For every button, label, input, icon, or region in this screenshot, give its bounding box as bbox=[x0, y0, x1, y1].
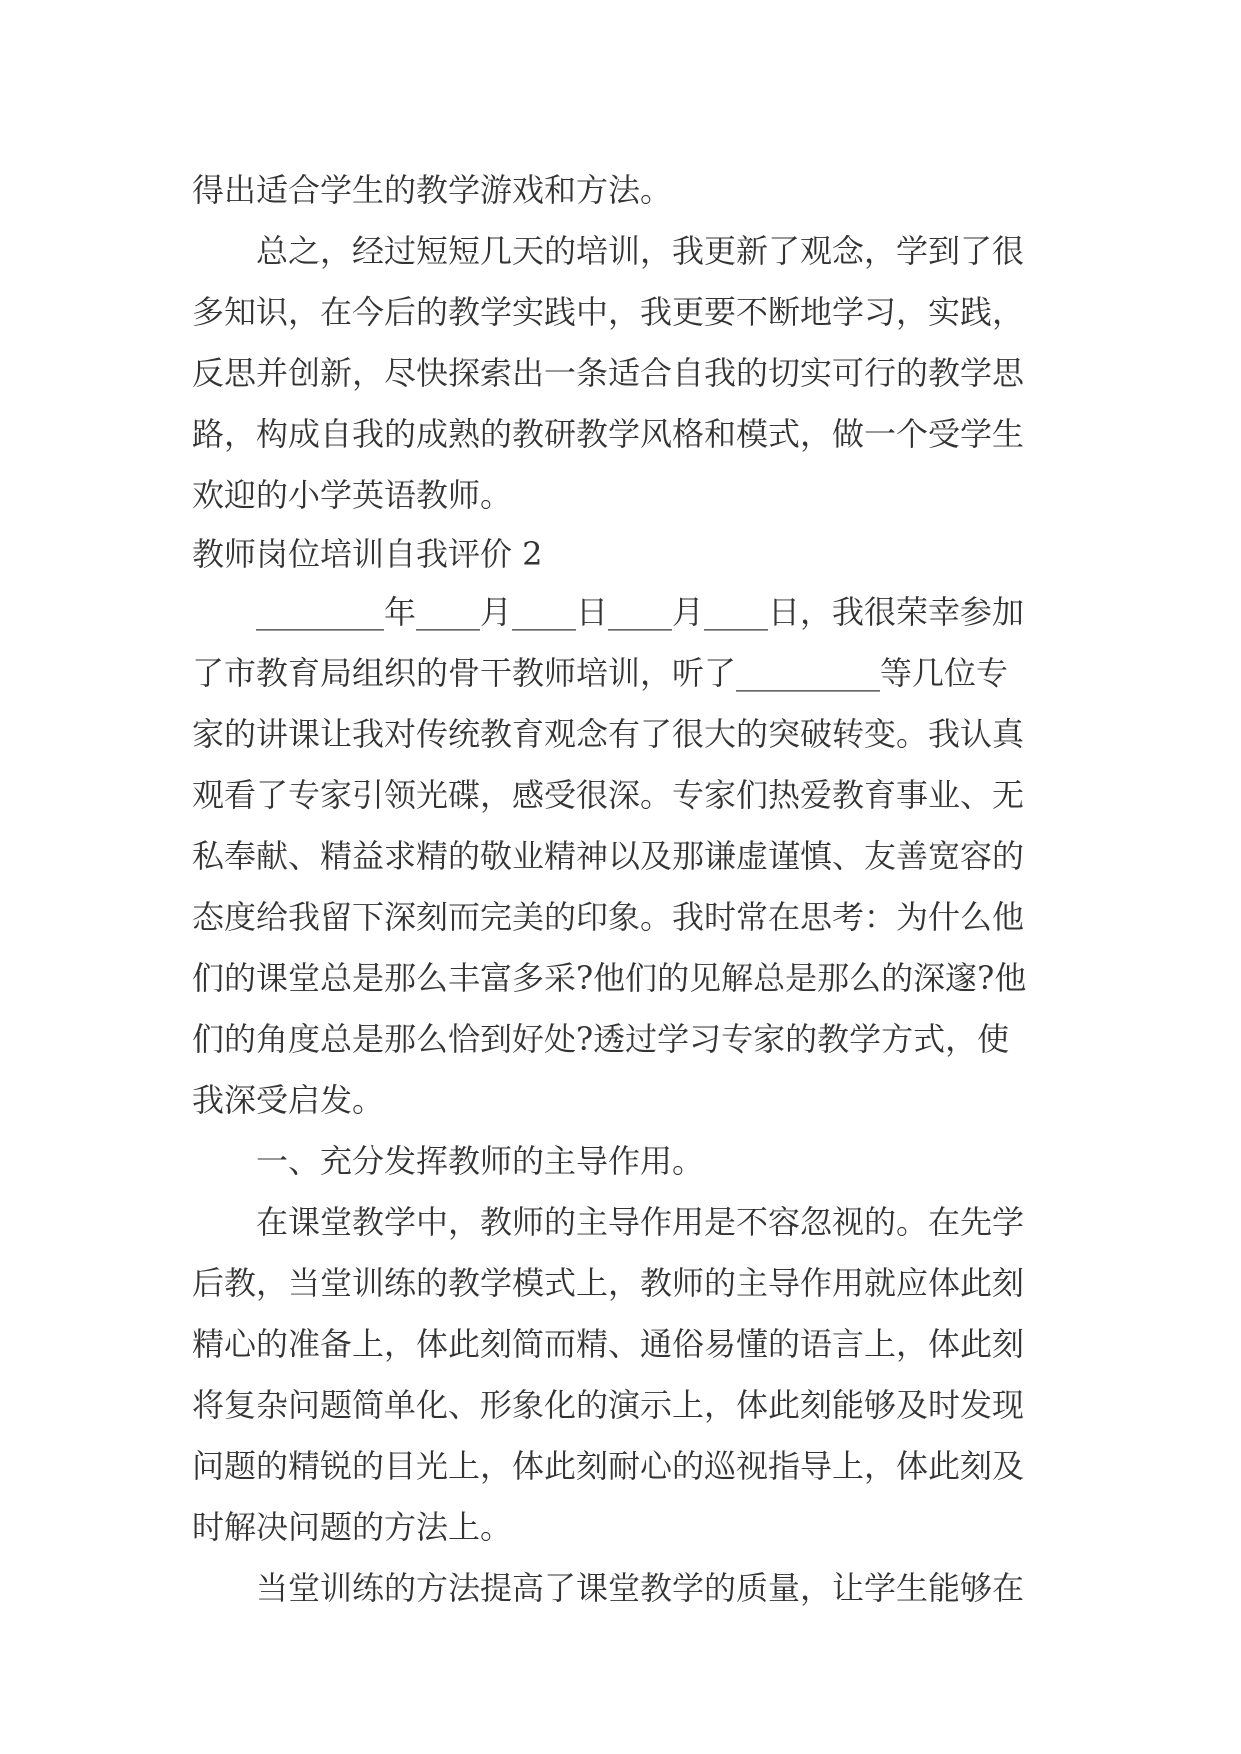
section-title: 教师岗位培训自我评价 2 bbox=[192, 535, 543, 573]
text-line: 时解决问题的方法上。 bbox=[192, 1508, 513, 1546]
text-line: 们的角度总是那么恰到好处?透过学习专家的教学方式，使 bbox=[192, 1020, 1010, 1058]
paragraph-first-line: 当堂训练的方法提高了课堂教学的质量，让学生能够在 bbox=[256, 1569, 1025, 1607]
text-line: 精心的准备上，体此刻简而精、通俗易懂的语言上，体此刻 bbox=[192, 1325, 1025, 1363]
text-line: 多知识，在今后的教学实践中，我更要不断地学习，实践， bbox=[192, 293, 1025, 331]
text-line: 得出适合学生的教学游戏和方法。 bbox=[192, 171, 673, 209]
text-line: 将复杂问题简单化、形象化的演示上，体此刻能够及时发现 bbox=[192, 1386, 1025, 1424]
text-line: 态度给我留下深刻而完美的印象。我时常在思考：为什么他 bbox=[192, 898, 1025, 936]
text-line: 欢迎的小学英语教师。 bbox=[192, 476, 513, 514]
text-line: 我深受启发。 bbox=[192, 1081, 385, 1119]
paragraph-first-line: 总之，经过短短几天的培训，我更新了观念，学到了很 bbox=[256, 232, 1025, 270]
text-line: 了市教育局组织的骨干教师培训，听了_________等几位专 bbox=[192, 654, 1009, 692]
text-line: 家的讲课让我对传统教育观念有了很大的突破转变。我认真 bbox=[192, 715, 1025, 753]
text-line: 反思并创新，尽快探索出一条适合自我的切实可行的教学思 bbox=[192, 354, 1025, 392]
paragraph-first-line: 在课堂教学中，教师的主导作用是不容忽视的。在先学 bbox=[256, 1203, 1025, 1241]
paragraph-first-line: ________年____月____日____月____日，我很荣幸参加 bbox=[256, 593, 1025, 631]
document-body bbox=[192, 160, 1072, 1619]
text-line: 们的课堂总是那么丰富多采?他们的见解总是那么的深邃?他 bbox=[192, 959, 1027, 997]
text-line: 后教，当堂训练的教学模式上，教师的主导作用就应体此刻 bbox=[192, 1264, 1025, 1302]
text-line: 私奉献、精益求精的敬业精神以及那谦虚谨慎、友善宽容的 bbox=[192, 837, 1025, 875]
text-line: 问题的精锐的目光上，体此刻耐心的巡视指导上，体此刻及 bbox=[192, 1447, 1025, 1485]
text-line: 路，构成自我的成熟的教研教学风格和模式，做一个受学生 bbox=[192, 415, 1025, 453]
text-line: 观看了专家引领光碟，感受很深。专家们热爱教育事业、无 bbox=[192, 776, 1025, 814]
subheading: 一、充分发挥教师的主导作用。 bbox=[256, 1142, 705, 1180]
